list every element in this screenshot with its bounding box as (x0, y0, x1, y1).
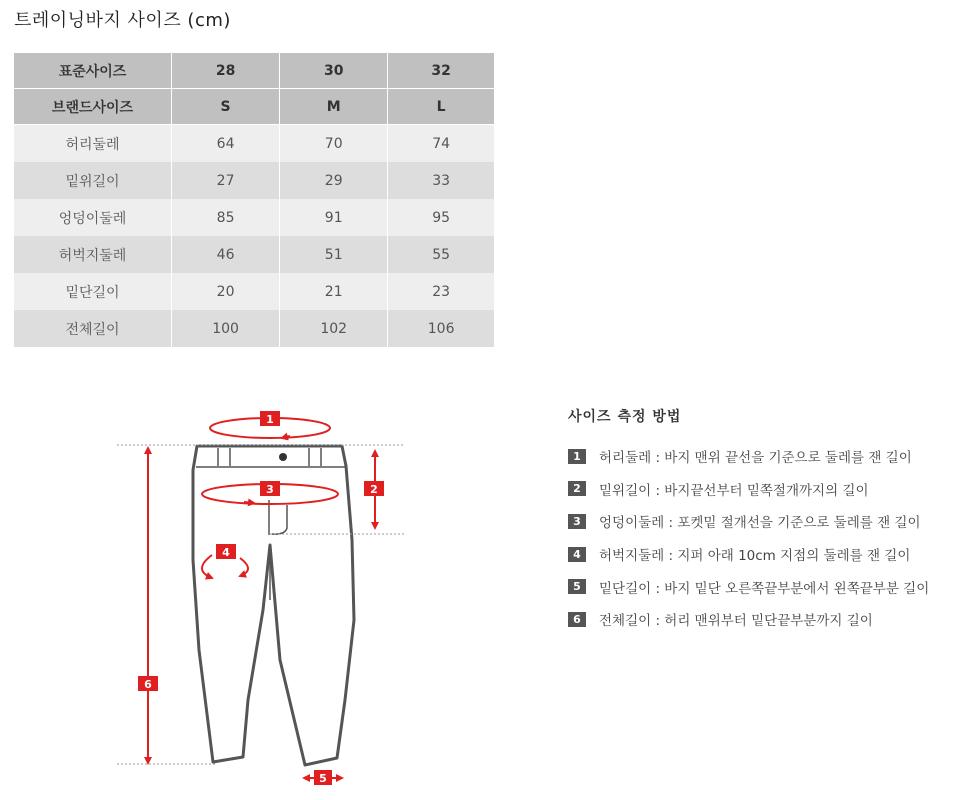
table-header-row (14, 53, 494, 89)
table-header-cell: S (172, 89, 280, 125)
table-row (14, 236, 494, 273)
method-item-text: 허벅지둘레 : 지퍼 아래 10cm 지점의 둘레를 잰 길이 (599, 548, 911, 565)
marker-6-length (138, 448, 158, 763)
table-cell: 21 (280, 273, 388, 310)
number-badge: 2 (568, 481, 586, 496)
method-item (568, 440, 963, 473)
table-header-cell: 30 (280, 53, 388, 89)
number-badge: 3 (568, 514, 586, 529)
method-item (568, 473, 963, 506)
svg-text:2: 2 (370, 483, 378, 496)
table-header-cell: 표준사이즈 (14, 53, 172, 89)
table-row (14, 125, 494, 163)
table-row-label: 허리둘레 (14, 125, 172, 163)
method-item-text: 밑위길이 : 바지끝선부터 밑쪽절개까지의 길이 (599, 482, 869, 499)
table-cell: 29 (280, 162, 388, 199)
method-item-text: 허리둘레 : 바지 맨위 끝선을 기준으로 둘레를 잰 길이 (599, 450, 912, 467)
table-header-cell: L (388, 89, 494, 125)
table-row-label: 밑위길이 (14, 162, 172, 199)
size-table (14, 53, 494, 347)
table-cell: 91 (280, 199, 388, 236)
marker-1-waist (210, 411, 330, 438)
svg-text:1: 1 (266, 413, 274, 426)
table-row (14, 199, 494, 236)
table-row (14, 162, 494, 199)
table-cell: 74 (388, 125, 494, 163)
page-title: 트레이닝바지 사이즈 (cm) (14, 10, 231, 31)
table-row-label: 밑단길이 (14, 273, 172, 310)
table-cell: 27 (172, 162, 280, 199)
table-cell: 33 (388, 162, 494, 199)
table-cell: 70 (280, 125, 388, 163)
method-item (568, 603, 963, 636)
measurement-method (568, 406, 963, 636)
table-row (14, 310, 494, 347)
table-header-cell: 브랜드사이즈 (14, 89, 172, 125)
svg-text:3: 3 (266, 483, 274, 496)
table-cell: 46 (172, 236, 280, 273)
number-badge: 4 (568, 547, 586, 562)
table-row-label: 엉덩이둘레 (14, 199, 172, 236)
svg-text:6: 6 (144, 678, 152, 691)
method-item-text: 엉덩이둘레 : 포켓밑 절개선을 기준으로 둘레를 잰 길이 (599, 515, 921, 532)
table-header-row (14, 89, 494, 125)
method-item (568, 570, 963, 603)
marker-5-hem (304, 770, 342, 785)
table-cell: 85 (172, 199, 280, 236)
table-cell: 95 (388, 199, 494, 236)
table-cell: 23 (388, 273, 494, 310)
table-cell: 106 (388, 310, 494, 347)
pants-measurement-diagram (110, 400, 410, 795)
number-badge: 1 (568, 449, 586, 464)
table-cell: 100 (172, 310, 280, 347)
method-item (568, 505, 963, 538)
table-header-cell: 28 (172, 53, 280, 89)
svg-text:5: 5 (319, 772, 327, 785)
table-cell: 20 (172, 273, 280, 310)
marker-2-rise (364, 451, 384, 528)
number-badge: 6 (568, 612, 586, 627)
table-cell: 102 (280, 310, 388, 347)
table-header-cell: 32 (388, 53, 494, 89)
table-row-label: 허벅지둘레 (14, 236, 172, 273)
table-cell: 64 (172, 125, 280, 163)
table-cell: 55 (388, 236, 494, 273)
button-icon (279, 453, 287, 461)
number-badge: 5 (568, 579, 586, 594)
method-item-text: 밑단길이 : 바지 밑단 오른쪽끝부분에서 왼쪽끝부분 길이 (599, 580, 930, 597)
table-row-label: 전체길이 (14, 310, 172, 347)
method-item-text: 전체길이 : 허리 맨위부터 밑단끝부분까지 길이 (599, 613, 873, 630)
table-row (14, 273, 494, 310)
method-item (568, 538, 963, 571)
svg-text:4: 4 (222, 546, 230, 559)
table-header-cell: M (280, 89, 388, 125)
method-title: 사이즈 측정 방법 (568, 409, 682, 425)
table-cell: 51 (280, 236, 388, 273)
